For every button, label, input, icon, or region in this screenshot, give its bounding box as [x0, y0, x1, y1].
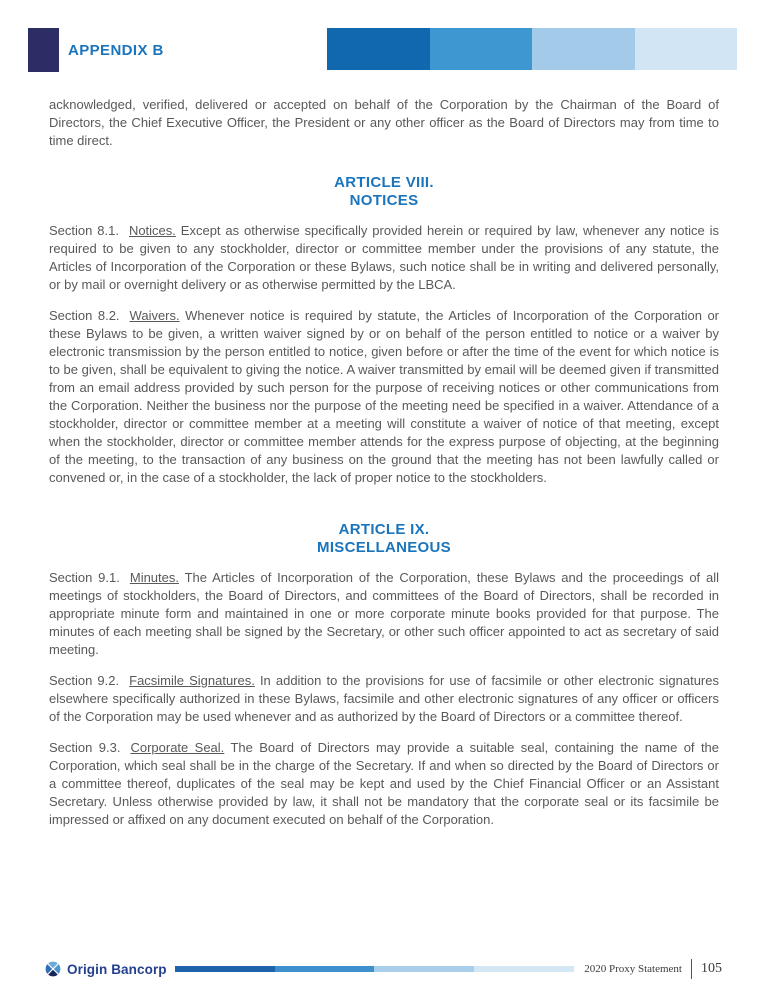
footer-gradient-segment-2	[275, 966, 375, 972]
section-9-1-term: Minutes.	[129, 570, 179, 585]
section-9-1-body: The Articles of Incorporation of the Corporation, these Bylaws and the proceedings of all meetings of stockholders, the Board of Directors, and committees of the Board of Directors, shall be recorded in appropriate minute form and maintained in one or more corporate minute books provided for that purpose. The minutes of each meeting shall be signed by the Secretary, or other such officer appointed to act as secretary of said meeting.	[49, 570, 719, 657]
article-viii-subtitle: NOTICES	[349, 192, 419, 209]
article-ix-subtitle: MISCELLANEOUS	[317, 539, 451, 556]
section-8-1-paragraph	[49, 222, 719, 294]
header-gradient-bar	[327, 28, 737, 70]
footer-gradient-segment-1	[175, 966, 275, 972]
section-8-1-term: Notices.	[128, 223, 176, 238]
gradient-segment-3	[532, 28, 635, 70]
section-9-3-term: Corporate Seal.	[130, 740, 225, 755]
gradient-segment-1	[327, 28, 430, 70]
footer-divider	[691, 959, 692, 979]
section-8-2-body: Whenever notice is required by statute, the Articles of Incorporation of the Corporation or these Bylaws to be given, a written waiver signed by or on behalf of the person entitled to notice or a waiver by electronic transmission by the person entitled to notice, given before or after the time of the event for which notice is to be given, shall be equivalent to giving the notice. A waiver transmitted by email will be deemed given if transmitted from an email address provided by such person for the purpose of receiving notices or other communications from the Corporation. Neither the business nor the purpose of the meeting need be specified in a waiver. Attendance of a stockholder, director or committee member at a meeting will constitute a waiver of notice of that meeting, except when the stockholder, director or committee member attends for the express purpose of objecting, at the beginning of the meeting, to the transaction of any business on the ground that the meeting has not been lawfully called or convened or, in the case of a stockholder, the lack of proper notice to the stockholders.	[49, 308, 720, 485]
page-footer	[0, 954, 768, 984]
section-9-2-paragraph	[49, 672, 719, 726]
gradient-segment-4	[635, 28, 738, 70]
origin-bancorp-logo-icon	[45, 961, 61, 977]
appendix-label: APPENDIX B	[68, 41, 164, 59]
footer-gradient-bar	[175, 966, 575, 972]
footer-brand-name: Origin Bancorp	[67, 961, 167, 977]
footer-document-title: 2020 Proxy Statement	[584, 963, 682, 975]
footer-page-number: 105	[701, 961, 722, 976]
section-8-1-label: Section 8.1.	[49, 223, 119, 238]
page-content	[49, 96, 719, 842]
article-viii-heading	[49, 174, 719, 210]
section-9-2-term: Facsimile Signatures.	[129, 673, 255, 688]
article-ix-title: ARTICLE IX.	[338, 521, 430, 538]
section-9-1-label: Section 9.1.	[49, 570, 120, 585]
section-9-2-body: In addition to the provisions for use of facsimile or other electronic signatures elsewhere specifically authorized in these Bylaws, facsimile and other electronic signatures of any officer or officers of the Corporation may be used whenever and as authorized by the Board of Directors or a committee thereof.	[49, 673, 719, 724]
section-9-1-paragraph	[49, 569, 719, 659]
appendix-marker-square	[28, 28, 59, 72]
intro-paragraph: acknowledged, verified, delivered or accepted on behalf of the Corporation by the Chairman of the Board of Directors, the Chief Executive Officer, the President or any other officer as the Board of Directors may from time to time direct.	[49, 97, 719, 148]
section-9-2-label: Section 9.2.	[49, 673, 120, 688]
article-viii-title: ARTICLE VIII.	[334, 174, 434, 191]
gradient-segment-2	[430, 28, 533, 70]
section-9-3-label: Section 9.3.	[49, 740, 121, 755]
section-8-2-paragraph	[49, 307, 719, 487]
page-header	[0, 0, 768, 70]
footer-gradient-segment-4	[474, 966, 574, 972]
section-8-1-body: Except as otherwise specifically provided herein or required by law, whenever any notice is required to be given to any stockholder, director or committee member under the provisions of any statute, the Articles of Incorporation of the Corporation or these Bylaws, such notice shall be in writing and delivered personally, or by mail or overnight delivery or as otherwise permitted by the LBCA.	[49, 223, 720, 292]
section-8-2-label: Section 8.2.	[49, 308, 120, 323]
article-ix-heading	[49, 521, 719, 557]
footer-gradient-segment-3	[374, 966, 474, 972]
section-9-3-body: The Board of Directors may provide a suitable seal, containing the name of the Corporation, which seal shall be in the charge of the Secretary. If and when so directed by the Board of Directors or a committee thereof, duplicates of the seal may be kept and used by the Chief Financial Officer or an Assistant Secretary. Unless otherwise provided by law, it shall not be mandatory that the corporate seal or its facsimile be impressed or affixed on any document executed on behalf of the Corporation.	[49, 740, 720, 827]
section-9-3-paragraph	[49, 739, 719, 829]
section-8-2-term: Waivers.	[129, 308, 180, 323]
